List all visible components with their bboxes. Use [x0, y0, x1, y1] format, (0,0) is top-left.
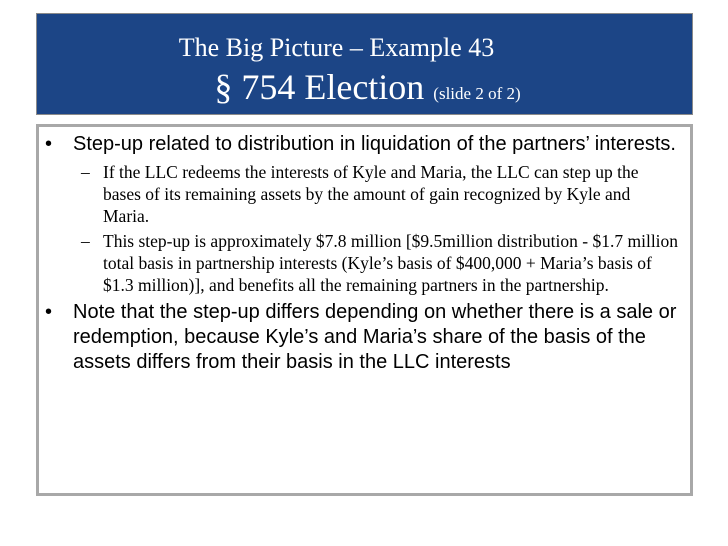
- bullet-text: Note that the step-up differs depending on whether there is a sale or redemption, because Kyle’s and Maria’s share of the basis of the assets differs from their basis in the LLC interests: [73, 301, 677, 373]
- bullet-item: [39, 132, 680, 296]
- dash-marker: –: [81, 231, 90, 251]
- subtitle-main: § 754 Election: [214, 67, 425, 107]
- sub-bullet-text: This step-up is approximately $7.8 million [$9.5million distribution - $1.7 million total basis in partnership interests (Kyle’s basis of $400,000 + Maria’s basis of $1.3 million)], and benefits all the remaining partners in the partnership.: [103, 231, 679, 295]
- sub-bullet-item: [73, 230, 680, 296]
- slide-title-box: [36, 13, 693, 115]
- sub-bullet-text: If the LLC redeems the interests of Kyle and Maria, the LLC can step up the bases of its remaining assets by the amount of gain recognized by Kyle and Maria.: [103, 162, 639, 226]
- slide-title: The Big Picture – Example 43: [178, 33, 495, 62]
- slide-content-box: [36, 124, 693, 496]
- bullet-marker: •: [45, 301, 53, 323]
- slide-subtitle: [37, 67, 692, 114]
- sub-bullet-item: [73, 161, 680, 227]
- dash-marker: –: [81, 162, 90, 182]
- bullet-text: Step-up related to distribution in liquidation of the partners’ interests.: [73, 133, 676, 155]
- bullet-list: [39, 127, 690, 375]
- bullet-item: [39, 300, 680, 375]
- sub-bullet-list: [73, 161, 680, 296]
- bullet-marker: •: [45, 133, 53, 155]
- subtitle-slide-count: (slide 2 of 2): [433, 84, 521, 103]
